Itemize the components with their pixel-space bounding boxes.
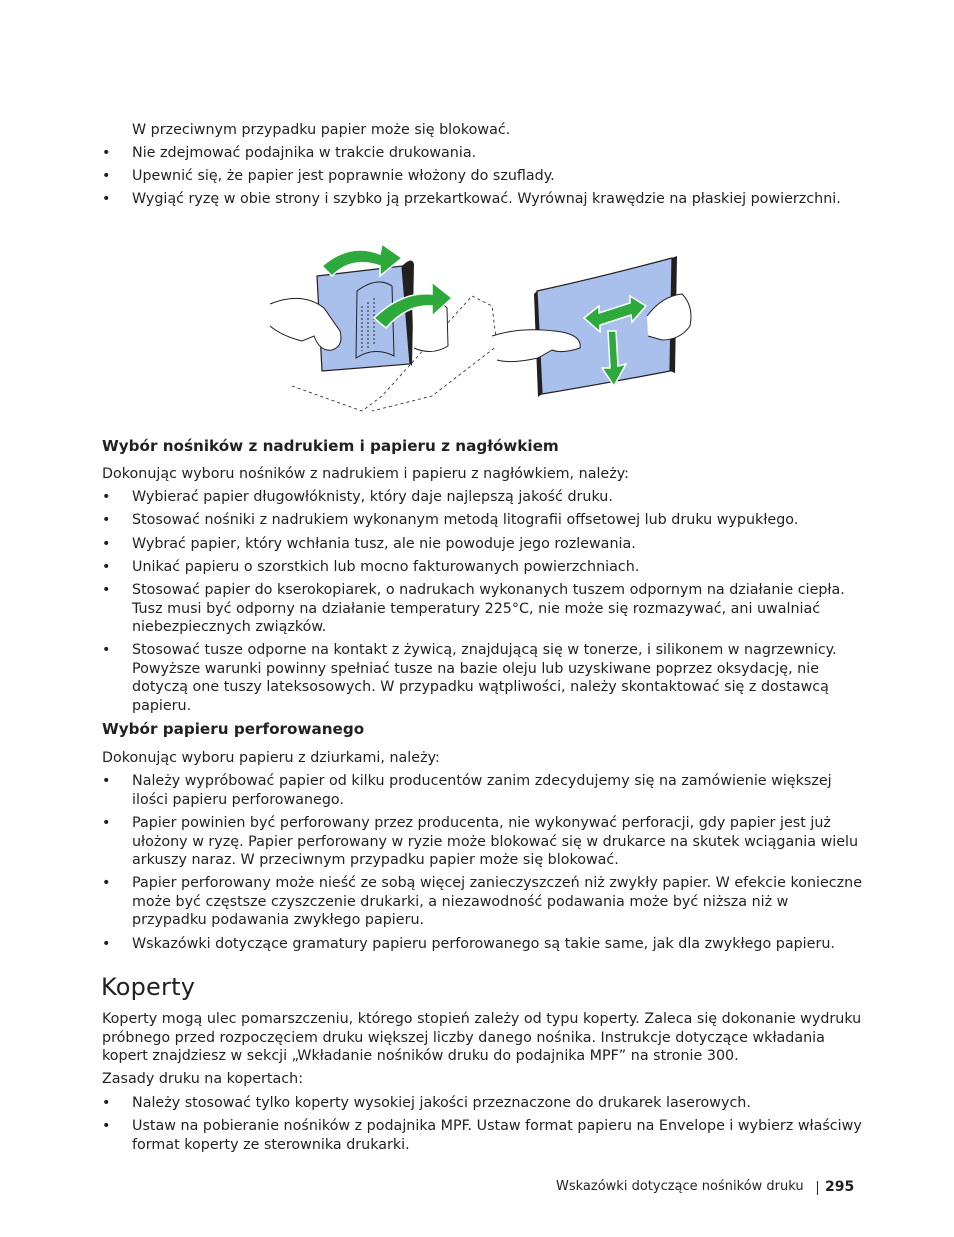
rules-intro: Zasady druku na kopertach: — [102, 1071, 304, 1087]
continuation-text: W przeciwnym przypadku papier może się blokować. — [132, 122, 511, 138]
footer-section-title: Wskazówki dotyczące nośników druku — [556, 1179, 804, 1194]
section-intro: Dokonując wyboru nośników z nadrukiem i papieru z nagłówkiem, należy: — [102, 466, 629, 482]
paper-handling-illustration — [262, 236, 702, 412]
list-item: • Papier powinien być perforowany przez producenta, nie wykonywać perforacji, gdy papier jest już ułożony w ryzę. Papier perforowany w ryzie może blokować się w drukarce na skutek wciągania wielu arkuszy naraz. W przeciwnym przypadku papier może się blokować. — [102, 815, 859, 869]
list-item: • Stosować papier do kserokopiarek, o nadrukach wykonanych tuszem odpornym na działanie ciepła. Tusz musi być odporny na działanie temperatury 225°C, nie może się rozmazywać, ani uwalniać niebezpiecznych związków. — [102, 582, 845, 636]
list-item: • Papier perforowany może nieść ze sobą więcej zanieczyszczeń niż zwykły papier. W efekcie konieczne może być częstsze czyszczenie drukarki, a niezawodność podawania może być niższa niż w przypadku podawania zwykłego papieru. — [102, 875, 863, 929]
section-paragraph: Koperty mogą ulec pomarszczeniu, którego stopień zależy od typu koperty. Zaleca się dokonanie wydruku próbnego przed rozpoczęciem druku większej liczby danego nośnika. Instrukcje dotyczące wkładania kopert znajdziesz w sekcji „Wkładanie nośników druku do podajnika MPF” na stronie 300. — [102, 1011, 862, 1065]
section-heading-letterhead: Wybór nośników z nadrukiem i papieru z nagłówkiem — [102, 437, 559, 455]
list-item: • Wskazówki dotyczące gramatury papieru perforowanego są takie same, jak dla zwykłego papieru. — [102, 936, 835, 952]
paper-align-illustration — [492, 256, 691, 397]
list-item: • Wybrać papier, który wchłania tusz, ale nie powoduje jego rozlewania. — [102, 536, 636, 552]
list-item: • Ustaw na pobieranie nośników z podajnika MPF. Ustaw format papieru na Envelope i wybierz właściwy format koperty ze sterownika drukarki. — [102, 1118, 862, 1153]
section-heading-perforated: Wybór papieru perforowanego — [102, 720, 365, 738]
list-item: • Należy stosować tylko koperty wysokiej jakości przeznaczone do drukarek laserowych. — [102, 1095, 751, 1111]
list-item: • Należy wypróbować papier od kilku producentów zanim zdecydujemy się na zamówienie większej ilości papieru perforowanego. — [102, 773, 832, 808]
list-item: • Wygiąć ryzę w obie strony i szybko ją przekartkować. Wyrównaj krawędzie na płaskiej powierzchni. — [102, 191, 841, 207]
list-item: • Nie zdejmować podajnika w trakcie drukowania. — [102, 145, 477, 161]
section-intro: Dokonując wyboru papieru z dziurkami, należy: — [102, 750, 440, 766]
list-item: • Stosować nośniki z nadrukiem wykonanym metodą litografii offsetowej lub druku wypukłego. — [102, 512, 799, 528]
list-item: • Wybierać papier długowłóknisty, który daje najlepszą jakość druku. — [102, 489, 613, 505]
list-item: • Unikać papieru o szorstkich lub mocno fakturowanych powierzchniach. — [102, 559, 640, 575]
page-number: 295 — [825, 1179, 855, 1195]
footer-divider — [817, 1181, 818, 1195]
list-item: • Stosować tusze odporne na kontakt z żywicą, znajdującą się w tonerze, i silikonem w nagrzewnicy. Powyższe warunki powinny spełniać tusze na bazie oleju lub uzyskiwane poprzez oksydację, nie dotyczą one tuszy lateksosowych. W przypadku wątpliwości, należy skontaktować się z dostawcą papieru. — [102, 642, 837, 714]
list-item: • Upewnić się, że papier jest poprawnie włożony do szuflady. — [102, 168, 555, 184]
section-heading-envelopes: Koperty — [101, 973, 196, 1001]
paper-flex-illustration — [270, 244, 497, 411]
